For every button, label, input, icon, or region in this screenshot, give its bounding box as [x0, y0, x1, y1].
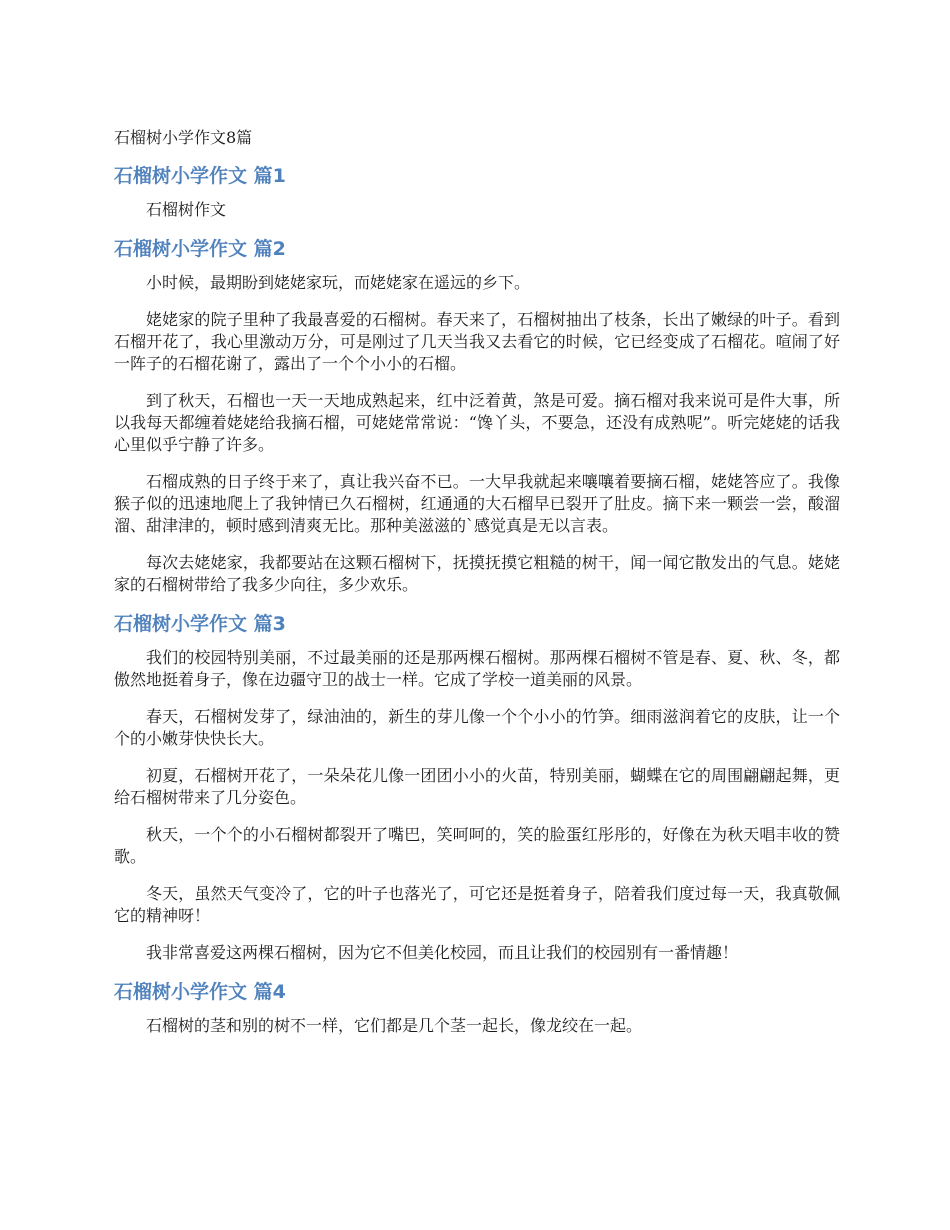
paragraph: 我非常喜爱这两棵石榴树，因为它不但美化校园，而且让我们的校园别有一番情趣！ [146, 943, 739, 962]
paragraph: 小时候，最期盼到姥姥家玩，而姥姥家在遥远的乡下。 [146, 273, 531, 292]
paragraph: 春天，石榴树发芽了，绿油油的，新生的芽儿像一个个小小的竹笋。细雨滋润着它的皮肤，让一个个的小嫩芽快快长大。 [114, 707, 840, 748]
section-heading: 石榴树小学作文 篇1 [114, 165, 286, 187]
section-heading: 石榴树小学作文 篇2 [114, 238, 286, 260]
paragraph: 到了秋天，石榴也一天一天地成熟起来，红中泛着黄，煞是可爱。摘石榴对我来说可是件大事，所以我每天都缠着姥姥给我摘石榴，可姥姥常常说：“馋丫头，不要急，还没有成熟呢”。听完姥姥的话我心里似乎宁静了许多。 [114, 391, 840, 454]
document-title: 石榴树小学作文8篇 [114, 128, 253, 147]
paragraph: 我们的校园特别美丽，不过最美丽的还是那两棵石榴树。那两棵石榴树不管是春、夏、秋、冬，都傲然地挺着身子，像在边疆守卫的战士一样。它成了学校一道美丽的风景。 [114, 648, 840, 689]
section-heading: 石榴树小学作文 篇3 [114, 613, 286, 635]
paragraph: 石榴树作文 [146, 200, 227, 219]
section-2 [114, 236, 840, 596]
section-4 [114, 979, 840, 1037]
section-3 [114, 611, 840, 964]
paragraph: 石榴成熟的日子终于来了，真让我兴奋不已。一大早我就起来嚷嚷着要摘石榴，姥姥答应了。我像猴子似的迅速地爬上了我钟情已久石榴树，红通通的大石榴早已裂开了肚皮。摘下来一颗尝一尝，酸溜溜、甜津津的，顿时感到清爽无比。那种美滋滋的`感觉真是无以言表。 [114, 472, 840, 535]
paragraph: 冬天，虽然天气变冷了，它的叶子也落光了，可它还是挺着身子，陪着我们度过每一天，我真敬佩它的精神呀！ [114, 884, 840, 925]
section-1 [114, 163, 840, 221]
document-content [114, 127, 840, 1052]
section-heading: 石榴树小学作文 篇4 [114, 981, 286, 1003]
paragraph: 石榴树的茎和别的树不一样，它们都是几个茎一起长，像龙绞在一起。 [146, 1016, 643, 1035]
paragraph: 每次去姥姥家，我都要站在这颗石榴树下，抚摸抚摸它粗糙的树干，闻一闻它散发出的气息。姥姥家的石榴树带给了我多少向往，多少欢乐。 [114, 553, 840, 594]
paragraph: 姥姥家的院子里种了我最喜爱的石榴树。春天来了，石榴树抽出了枝条，长出了嫩绿的叶子。看到石榴开花了，我心里激动万分，可是刚过了几天当我又去看它的时候，它已经变成了石榴花。喧闹了好一阵子的石榴花谢了，露出了一个个小小的石榴。 [114, 310, 840, 373]
paragraph: 秋天，一个个的小石榴树都裂开了嘴巴，笑呵呵的，笑的脸蛋红彤彤的，好像在为秋天唱丰收的赞歌。 [114, 825, 840, 866]
paragraph: 初夏，石榴树开花了，一朵朵花儿像一团团小小的火苗，特别美丽，蝴蝶在它的周围翩翩起舞，更给石榴树带来了几分姿色。 [114, 766, 840, 807]
